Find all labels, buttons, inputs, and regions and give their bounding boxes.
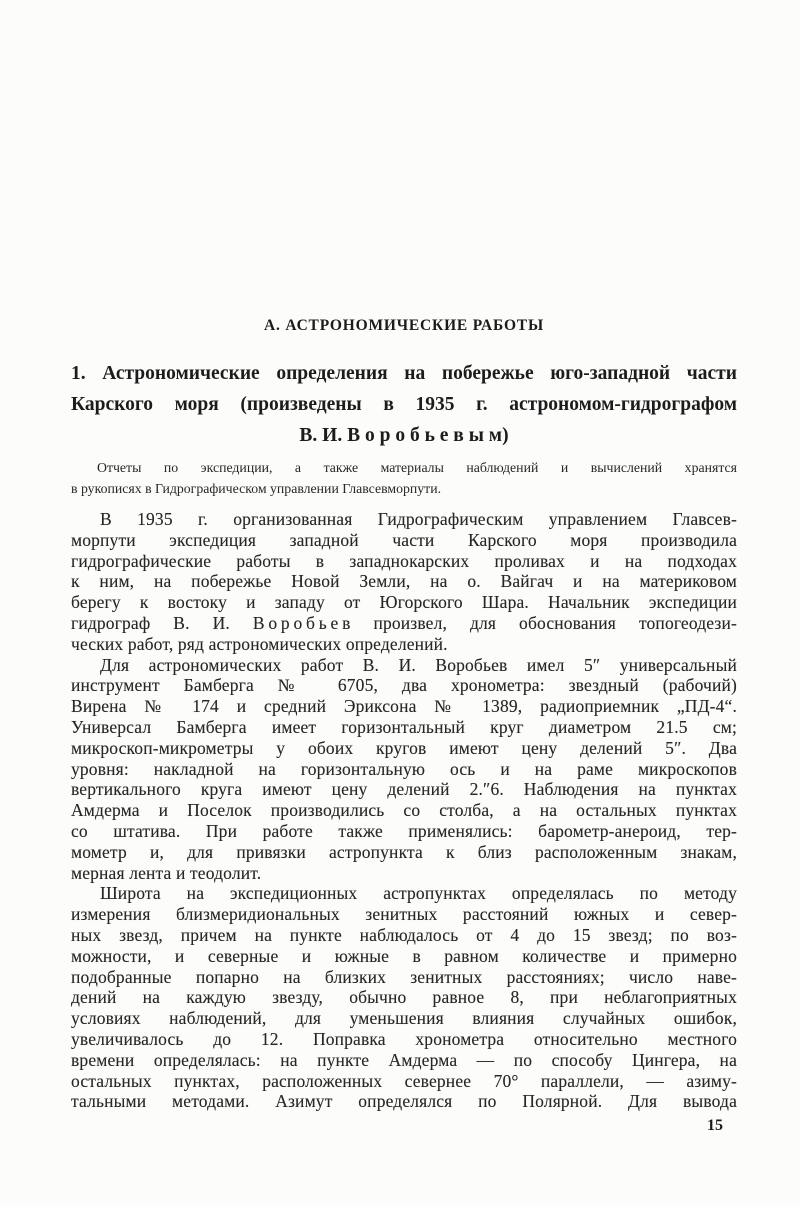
text-line: морпути экспедиция западной части Карского моря производила — [71, 529, 737, 550]
text-line: ных звезд, причем на пункте наблюдалось от 4 до 15 звезд; по воз- — [71, 924, 737, 945]
text-line: микроскоп-микрометры у обоих кругов имеют цену делений 5″. Два — [71, 737, 737, 758]
text-line: мометр и, для привязки астропункта к близ расположенным знакам, — [71, 841, 737, 862]
paragraph-instruments — [71, 655, 737, 884]
text-line: берегу к востоку и западу от Югорского Шара. Начальник экспедиции — [71, 592, 737, 613]
text-line: уровня: накладной на горизонтальную ось и на раме микроскопов — [71, 758, 737, 779]
text-line: остальных пунктах, расположенных севернее 70° параллели, — азиму- — [71, 1070, 737, 1091]
text-line: Отчеты по экспедиции, а также материалы наблюдений и вычислений хранятся — [97, 460, 737, 475]
text-line: Для астрономических работ В. И. Воробьев имел 5″ универсальный — [100, 654, 737, 675]
body-text — [71, 509, 737, 1112]
section-title — [71, 358, 737, 451]
text-line: дений на каждую звезду, обычно равное 8, при неблагоприятных — [71, 987, 737, 1008]
paragraph-expedition-overview — [71, 509, 737, 655]
paragraph-latitude-method — [71, 883, 737, 1112]
text-line: Амдерма и Поселок производились со столба, а на остальных пунктах — [71, 800, 737, 821]
text-line: инструмент Бамберга № 6705, два хронометра: звездный (рабочий) — [71, 675, 737, 696]
text-line: со штатива. При работе также применялись: барометр-анероид, тер- — [71, 820, 737, 841]
text-line: времени определялась: на пункте Амдерма — по способу Цингера, на — [71, 1049, 737, 1070]
text-line: измерения близмеридиональных зенитных расстояний южных и север- — [71, 904, 737, 925]
text-line: В 1935 г. организованная Гидрографическим управлением Главсев- — [100, 509, 737, 529]
text-line: увеличивалось до 12. Поправка хронометра относительно местного — [71, 1028, 737, 1049]
text-line: к ним, на побережье Новой Земли, на о. Вайгач и на материковом — [71, 571, 737, 592]
text-line: вертикального круга имеют цену делений 2.″6. Наблюдения на пунктах — [71, 779, 737, 800]
text-line: гидрограф В. И. В о р о б ь е в произвел, для обоснования топогеодези- — [71, 612, 737, 633]
text-line: В. И. В о р о б ь е в ы м) — [299, 425, 509, 446]
text-line: подобранные попарно на близких зенитных расстояниях; число наве- — [71, 966, 737, 987]
text-line: в рукописях в Гидрографическом управлении Главсевморпути. — [71, 481, 442, 497]
text-line: гидрографические работы в западнокарских проливах и на подходах — [71, 550, 737, 571]
text-line: ческих работ, ряд астрономических определений. — [71, 633, 448, 654]
text-line: 1. Астрономические определения на побережье юго-западной части — [71, 363, 737, 384]
text-line: условиях наблюдений, для уменьшения влияния случайных ошибок, — [71, 1008, 737, 1029]
text-line: Широта на экспедиционных астропунктах определялась по методу — [100, 883, 737, 904]
text-line: тальными методами. Азимут определялся по Полярной. Для вывода — [71, 1091, 737, 1112]
archive-note — [71, 457, 737, 500]
text-line: Универсал Бамберга имеет горизонтальный круг диаметром 21.5 см; — [71, 716, 737, 737]
text-line: Вирена № 174 и средний Эриксона № 1389, радиоприемник „ПД-4“. — [71, 696, 737, 717]
chapter-heading: А. АСТРОНОМИЧЕСКИЕ РАБОТЫ — [264, 317, 544, 334]
text-line: можности, и северные и южные в равном количестве и примерно — [71, 945, 737, 966]
text-line: мерная лента и теодолит. — [71, 862, 262, 883]
text-line: Карского моря (произведены в 1935 г. астрономом-гидрографом — [71, 394, 737, 415]
page-number: 15 — [707, 1117, 723, 1134]
